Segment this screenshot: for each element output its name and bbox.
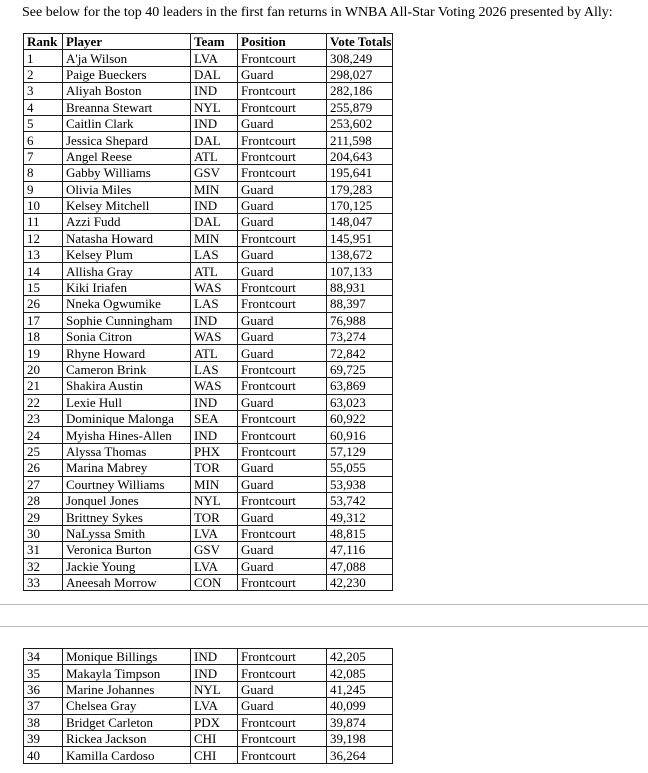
cell-position: Guard — [238, 681, 327, 697]
cell-player: NaLyssa Smith — [63, 525, 191, 541]
table-row — [24, 214, 393, 230]
cell-rank: 4 — [24, 99, 63, 115]
cell-team: SEA — [191, 410, 238, 426]
cell-team: MIN — [191, 476, 238, 492]
table-row — [24, 345, 393, 361]
cell-position: Frontcourt — [238, 427, 327, 443]
cell-vote-total: 308,249 — [327, 50, 393, 66]
table-row — [24, 83, 393, 99]
cell-rank: 26 — [24, 460, 63, 476]
cell-team: DAL — [191, 132, 238, 148]
cell-team: CON — [191, 574, 238, 590]
cell-vote-total: 170,125 — [327, 197, 393, 213]
header-team: Team — [191, 34, 238, 50]
table-row — [24, 50, 393, 66]
header-position: Position — [238, 34, 327, 50]
cell-rank: 35 — [24, 665, 63, 681]
cell-vote-total: 47,088 — [327, 558, 393, 574]
cell-vote-total: 88,397 — [327, 296, 393, 312]
cell-vote-total: 179,283 — [327, 181, 393, 197]
cell-vote-total: 42,205 — [327, 649, 393, 665]
cell-vote-total: 145,951 — [327, 230, 393, 246]
table-row — [24, 132, 393, 148]
table-row — [24, 230, 393, 246]
cell-rank: 25 — [24, 443, 63, 459]
cell-position: Frontcourt — [238, 443, 327, 459]
table-row — [24, 296, 393, 312]
cell-vote-total: 195,641 — [327, 165, 393, 181]
table-row — [24, 574, 393, 590]
cell-rank: 21 — [24, 378, 63, 394]
header-row — [24, 34, 393, 50]
cell-rank: 36 — [24, 681, 63, 697]
cell-team: LVA — [191, 525, 238, 541]
cell-team: LAS — [191, 247, 238, 263]
cell-team: CHI — [191, 730, 238, 746]
table-row — [24, 714, 393, 730]
cell-team: IND — [191, 312, 238, 328]
cell-position: Frontcourt — [238, 665, 327, 681]
cell-rank: 28 — [24, 492, 63, 508]
cell-rank: 7 — [24, 148, 63, 164]
cell-team: LVA — [191, 558, 238, 574]
cell-vote-total: 60,922 — [327, 410, 393, 426]
cell-position: Frontcourt — [238, 747, 327, 763]
cell-rank: 38 — [24, 714, 63, 730]
cell-rank: 12 — [24, 230, 63, 246]
cell-position: Guard — [238, 263, 327, 279]
cell-team: NYL — [191, 681, 238, 697]
cell-rank: 37 — [24, 698, 63, 714]
leaders-table-page-2 — [23, 648, 393, 764]
table-row — [24, 542, 393, 558]
cell-position: Frontcourt — [238, 296, 327, 312]
cell-team: GSV — [191, 542, 238, 558]
cell-rank: 17 — [24, 312, 63, 328]
table-row — [24, 730, 393, 746]
cell-vote-total: 48,815 — [327, 525, 393, 541]
table-row — [24, 460, 393, 476]
cell-vote-total: 211,598 — [327, 132, 393, 148]
cell-team: WAS — [191, 279, 238, 295]
cell-vote-total: 255,879 — [327, 99, 393, 115]
cell-player: Nneka Ogwumike — [63, 296, 191, 312]
cell-player: Jackie Young — [63, 558, 191, 574]
cell-team: DAL — [191, 66, 238, 82]
cell-player: Dominique Malonga — [63, 410, 191, 426]
cell-rank: 19 — [24, 345, 63, 361]
table-row — [24, 247, 393, 263]
cell-team: WAS — [191, 378, 238, 394]
cell-position: Guard — [238, 247, 327, 263]
cell-player: Courtney Williams — [63, 476, 191, 492]
cell-team: IND — [191, 115, 238, 131]
cell-player: Sophie Cunningham — [63, 312, 191, 328]
table-row — [24, 394, 393, 410]
cell-rank: 40 — [24, 747, 63, 763]
table-row — [24, 698, 393, 714]
cell-vote-total: 72,842 — [327, 345, 393, 361]
cell-team: PDX — [191, 714, 238, 730]
cell-position: Frontcourt — [238, 730, 327, 746]
cell-team: ATL — [191, 345, 238, 361]
cell-vote-total: 53,742 — [327, 492, 393, 508]
cell-position: Guard — [238, 197, 327, 213]
table-row — [24, 665, 393, 681]
cell-position: Guard — [238, 329, 327, 345]
cell-position: Frontcourt — [238, 410, 327, 426]
cell-rank: 1 — [24, 50, 63, 66]
table-row — [24, 165, 393, 181]
cell-player: Myisha Hines-Allen — [63, 427, 191, 443]
cell-rank: 20 — [24, 361, 63, 377]
cell-player: Breanna Stewart — [63, 99, 191, 115]
cell-rank: 26 — [24, 296, 63, 312]
cell-rank: 33 — [24, 574, 63, 590]
cell-player: Makayla Timpson — [63, 665, 191, 681]
cell-team: IND — [191, 427, 238, 443]
cell-player: Natasha Howard — [63, 230, 191, 246]
cell-team: IND — [191, 197, 238, 213]
cell-rank: 10 — [24, 197, 63, 213]
cell-vote-total: 47,116 — [327, 542, 393, 558]
cell-position: Guard — [238, 214, 327, 230]
cell-position: Guard — [238, 394, 327, 410]
cell-rank: 3 — [24, 83, 63, 99]
cell-player: Kelsey Plum — [63, 247, 191, 263]
cell-rank: 15 — [24, 279, 63, 295]
cell-vote-total: 204,643 — [327, 148, 393, 164]
cell-team: ATL — [191, 148, 238, 164]
cell-vote-total: 69,725 — [327, 361, 393, 377]
cell-vote-total: 73,274 — [327, 329, 393, 345]
cell-team: MIN — [191, 230, 238, 246]
cell-player: Kiki Iriafen — [63, 279, 191, 295]
leaders-table-page-1 — [23, 33, 393, 591]
cell-rank: 29 — [24, 509, 63, 525]
cell-vote-total: 76,988 — [327, 312, 393, 328]
cell-rank: 11 — [24, 214, 63, 230]
table-row — [24, 361, 393, 377]
cell-rank: 24 — [24, 427, 63, 443]
cell-player: Rhyne Howard — [63, 345, 191, 361]
header-vote-totals: Vote Totals — [327, 34, 393, 50]
cell-player: Bridget Carleton — [63, 714, 191, 730]
cell-team: DAL — [191, 214, 238, 230]
table-row — [24, 476, 393, 492]
cell-position: Frontcourt — [238, 132, 327, 148]
cell-player: Caitlin Clark — [63, 115, 191, 131]
table-row — [24, 747, 393, 763]
cell-team: LAS — [191, 361, 238, 377]
cell-position: Guard — [238, 345, 327, 361]
cell-player: Sonia Citron — [63, 329, 191, 345]
cell-vote-total: 63,023 — [327, 394, 393, 410]
cell-rank: 9 — [24, 181, 63, 197]
table-row — [24, 443, 393, 459]
cell-team: IND — [191, 649, 238, 665]
cell-player: Monique Billings — [63, 649, 191, 665]
cell-player: Angel Reese — [63, 148, 191, 164]
cell-position: Guard — [238, 509, 327, 525]
cell-vote-total: 148,047 — [327, 214, 393, 230]
page-break-line-top — [0, 604, 648, 605]
cell-player: Kamilla Cardoso — [63, 747, 191, 763]
cell-position: Guard — [238, 698, 327, 714]
table-row — [24, 492, 393, 508]
cell-rank: 5 — [24, 115, 63, 131]
cell-player: Cameron Brink — [63, 361, 191, 377]
cell-rank: 18 — [24, 329, 63, 345]
intro-text: See below for the top 40 leaders in the first fan returns in WNBA All-Star Voting 2026 presented by Ally: — [22, 5, 613, 20]
cell-position: Guard — [238, 542, 327, 558]
table-row — [24, 148, 393, 164]
header-rank: Rank — [24, 34, 63, 50]
cell-team: WAS — [191, 329, 238, 345]
cell-vote-total: 60,916 — [327, 427, 393, 443]
table-row — [24, 312, 393, 328]
cell-vote-total: 42,230 — [327, 574, 393, 590]
cell-vote-total: 282,186 — [327, 83, 393, 99]
cell-team: TOR — [191, 460, 238, 476]
cell-vote-total: 36,264 — [327, 747, 393, 763]
cell-player: Paige Bueckers — [63, 66, 191, 82]
cell-position: Guard — [238, 312, 327, 328]
cell-player: Veronica Burton — [63, 542, 191, 558]
cell-rank: 2 — [24, 66, 63, 82]
table-row — [24, 115, 393, 131]
cell-player: Brittney Sykes — [63, 509, 191, 525]
table-row — [24, 378, 393, 394]
cell-vote-total: 88,931 — [327, 279, 393, 295]
cell-player: Kelsey Mitchell — [63, 197, 191, 213]
cell-rank: 13 — [24, 247, 63, 263]
cell-position: Guard — [238, 181, 327, 197]
cell-position: Frontcourt — [238, 50, 327, 66]
table-row — [24, 681, 393, 697]
table-row — [24, 558, 393, 574]
cell-team: CHI — [191, 747, 238, 763]
cell-rank: 34 — [24, 649, 63, 665]
table-row — [24, 509, 393, 525]
cell-position: Guard — [238, 66, 327, 82]
page-break — [0, 604, 648, 634]
cell-position: Guard — [238, 476, 327, 492]
cell-player: Allisha Gray — [63, 263, 191, 279]
cell-vote-total: 39,874 — [327, 714, 393, 730]
cell-team: ATL — [191, 263, 238, 279]
cell-vote-total: 53,938 — [327, 476, 393, 492]
cell-position: Guard — [238, 460, 327, 476]
cell-team: LVA — [191, 50, 238, 66]
header-player: Player — [63, 34, 191, 50]
cell-team: NYL — [191, 99, 238, 115]
cell-rank: 32 — [24, 558, 63, 574]
cell-player: Jessica Shepard — [63, 132, 191, 148]
cell-rank: 6 — [24, 132, 63, 148]
page-break-line-bottom — [0, 626, 648, 627]
table-body-page-2 — [24, 649, 393, 764]
table-row — [24, 181, 393, 197]
cell-position: Frontcourt — [238, 649, 327, 665]
cell-player: Jonquel Jones — [63, 492, 191, 508]
cell-position: Frontcourt — [238, 230, 327, 246]
table-row — [24, 649, 393, 665]
cell-team: IND — [191, 665, 238, 681]
cell-player: Rickea Jackson — [63, 730, 191, 746]
cell-rank: 23 — [24, 410, 63, 426]
cell-team: GSV — [191, 165, 238, 181]
cell-position: Frontcourt — [238, 99, 327, 115]
cell-position: Frontcourt — [238, 378, 327, 394]
cell-rank: 22 — [24, 394, 63, 410]
cell-player: Aneesah Morrow — [63, 574, 191, 590]
cell-player: Marina Mabrey — [63, 460, 191, 476]
cell-player: Olivia Miles — [63, 181, 191, 197]
cell-vote-total: 138,672 — [327, 247, 393, 263]
cell-vote-total: 253,602 — [327, 115, 393, 131]
table-row — [24, 99, 393, 115]
cell-rank: 30 — [24, 525, 63, 541]
cell-position: Frontcourt — [238, 492, 327, 508]
cell-position: Frontcourt — [238, 361, 327, 377]
cell-position: Frontcourt — [238, 148, 327, 164]
cell-vote-total: 55,055 — [327, 460, 393, 476]
cell-vote-total: 42,085 — [327, 665, 393, 681]
cell-team: NYL — [191, 492, 238, 508]
table-row — [24, 410, 393, 426]
cell-vote-total: 57,129 — [327, 443, 393, 459]
cell-position: Guard — [238, 115, 327, 131]
cell-player: Lexie Hull — [63, 394, 191, 410]
cell-player: Marine Johannes — [63, 681, 191, 697]
table-row — [24, 329, 393, 345]
cell-rank: 31 — [24, 542, 63, 558]
cell-rank: 27 — [24, 476, 63, 492]
cell-position: Guard — [238, 558, 327, 574]
cell-team: LVA — [191, 698, 238, 714]
cell-vote-total: 298,027 — [327, 66, 393, 82]
cell-player: Shakira Austin — [63, 378, 191, 394]
cell-rank: 14 — [24, 263, 63, 279]
table-row — [24, 66, 393, 82]
cell-position: Frontcourt — [238, 279, 327, 295]
cell-vote-total: 39,198 — [327, 730, 393, 746]
table-row — [24, 279, 393, 295]
cell-player: Chelsea Gray — [63, 698, 191, 714]
cell-vote-total: 40,099 — [327, 698, 393, 714]
cell-team: IND — [191, 394, 238, 410]
cell-player: Azzi Fudd — [63, 214, 191, 230]
cell-vote-total: 63,869 — [327, 378, 393, 394]
cell-team: LAS — [191, 296, 238, 312]
cell-team: PHX — [191, 443, 238, 459]
table-row — [24, 525, 393, 541]
cell-vote-total: 41,245 — [327, 681, 393, 697]
cell-player: Gabby Williams — [63, 165, 191, 181]
cell-team: MIN — [191, 181, 238, 197]
cell-team: IND — [191, 83, 238, 99]
cell-player: A'ja Wilson — [63, 50, 191, 66]
table-row — [24, 427, 393, 443]
cell-position: Frontcourt — [238, 714, 327, 730]
cell-position: Frontcourt — [238, 574, 327, 590]
cell-position: Frontcourt — [238, 525, 327, 541]
cell-player: Aliyah Boston — [63, 83, 191, 99]
table-row — [24, 263, 393, 279]
table-row — [24, 197, 393, 213]
cell-team: TOR — [191, 509, 238, 525]
cell-vote-total: 49,312 — [327, 509, 393, 525]
cell-position: Frontcourt — [238, 165, 327, 181]
cell-rank: 8 — [24, 165, 63, 181]
cell-position: Frontcourt — [238, 83, 327, 99]
table-body-page-1 — [24, 50, 393, 591]
cell-player: Alyssa Thomas — [63, 443, 191, 459]
cell-rank: 39 — [24, 730, 63, 746]
cell-vote-total: 107,133 — [327, 263, 393, 279]
